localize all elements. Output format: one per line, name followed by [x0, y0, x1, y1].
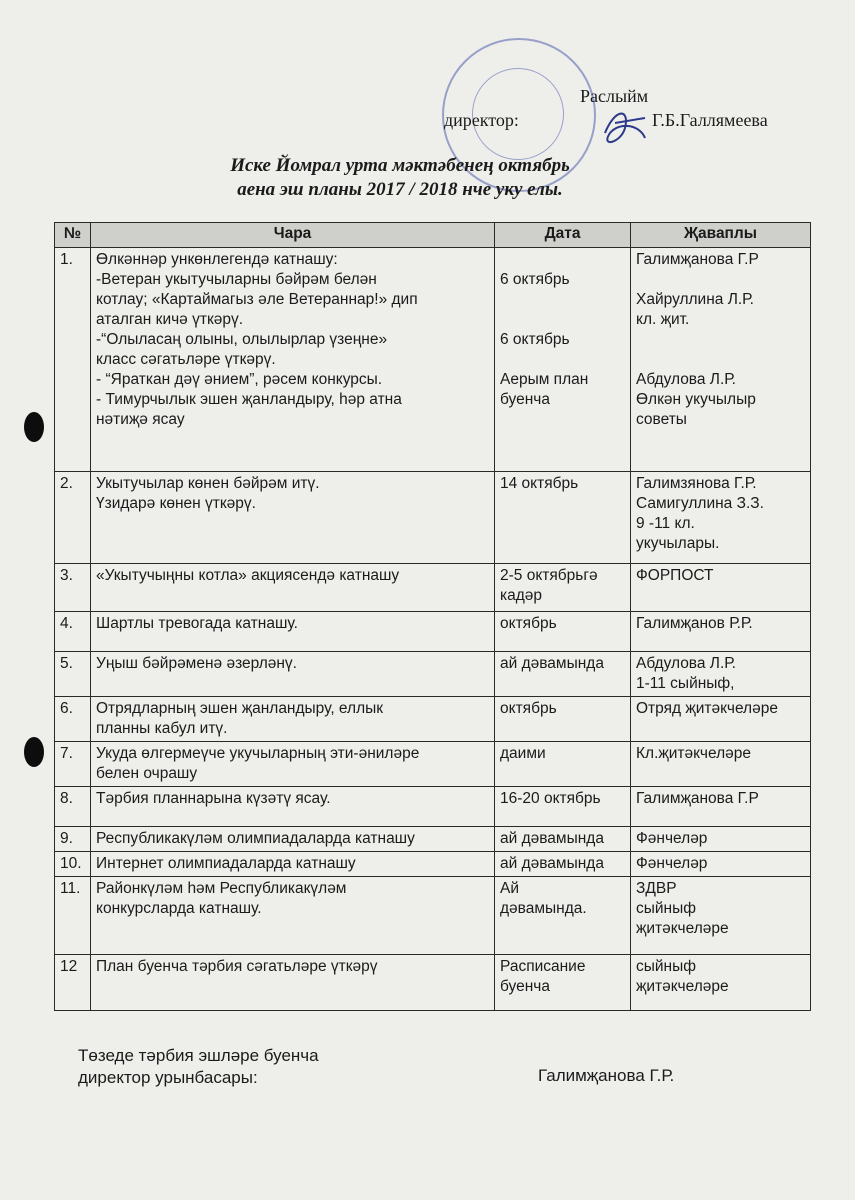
cell-num: 1.	[55, 248, 91, 472]
cell-num: 2.	[55, 472, 91, 564]
cell-line: Самигуллина З.З.	[636, 495, 764, 512]
footer-line-1: Төзеде тәрбия эшләре буенча	[78, 1046, 319, 1065]
cell-line: ай дәвамында	[500, 830, 604, 847]
cell-event	[91, 652, 495, 697]
cell-line: кл. җит.	[636, 311, 690, 328]
cell-line	[636, 330, 805, 350]
cell-line: 9 -11 кл.	[636, 515, 695, 532]
table-row	[55, 827, 811, 852]
cell-responsible	[631, 564, 811, 612]
cell-line: - Тимурчылык эшен җанландыру, һәр атна	[96, 391, 402, 408]
cell-line: Өлкән укучылыр	[636, 391, 756, 408]
cell-line: даими	[500, 745, 546, 762]
cell-date	[495, 877, 631, 955]
cell-responsible	[631, 697, 811, 742]
cell-date	[495, 612, 631, 652]
plan-table-body	[55, 248, 811, 1011]
table-row	[55, 787, 811, 827]
cell-responsible	[631, 955, 811, 1011]
cell-event	[91, 742, 495, 787]
cell-line: сыйныф	[636, 958, 697, 975]
cell-event	[91, 877, 495, 955]
cell-line: белен очрашу	[96, 765, 198, 782]
punch-hole-top	[24, 412, 44, 442]
cell-line: советы	[636, 411, 687, 428]
table-row	[55, 472, 811, 564]
cell-date	[495, 248, 631, 472]
cell-line: җитәкчеләре	[636, 978, 729, 995]
cell-line: 2-5 октябрьгә	[500, 567, 598, 584]
cell-date	[495, 652, 631, 697]
cell-date	[495, 955, 631, 1011]
cell-event	[91, 697, 495, 742]
cell-line: Ай	[500, 880, 519, 897]
table-row	[55, 742, 811, 787]
cell-line: Аерым план	[500, 371, 589, 388]
cell-responsible	[631, 787, 811, 827]
cell-event	[91, 955, 495, 1011]
cell-num: 3.	[55, 564, 91, 612]
cell-line: Отряд җитәкчеләре	[636, 700, 778, 717]
cell-line: Абдулова Л.Р.	[636, 655, 736, 672]
cell-line: Районкүләм һәм Республикакүләм	[96, 880, 347, 897]
title-line-1: Иске Йомрал урта мәктәбенең октябрь	[230, 155, 570, 176]
cell-line: Галимҗанова Г.Р	[636, 790, 759, 807]
cell-responsible	[631, 827, 811, 852]
cell-line: 16-20 октябрь	[500, 790, 601, 807]
cell-date	[495, 472, 631, 564]
cell-responsible	[631, 877, 811, 955]
cell-line: 14 октябрь	[500, 475, 579, 492]
header-date: Дата	[495, 223, 631, 248]
cell-line: ФОРПОСТ	[636, 567, 714, 584]
cell-line: кадәр	[500, 587, 543, 604]
cell-date	[495, 787, 631, 827]
cell-line: Тәрбия планнарына күзәтү ясау.	[96, 790, 331, 807]
cell-line	[500, 250, 625, 270]
cell-num: 7.	[55, 742, 91, 787]
cell-responsible	[631, 742, 811, 787]
header-num: №	[55, 223, 91, 248]
cell-line: 1-11 сыйныф,	[636, 675, 735, 692]
cell-line: Фәнчеләр	[636, 855, 708, 872]
cell-date	[495, 827, 631, 852]
cell-date	[495, 852, 631, 877]
cell-line: Отрядларның эшен җанландыру, еллык	[96, 700, 384, 717]
cell-line	[636, 350, 805, 370]
cell-date	[495, 742, 631, 787]
cell-responsible	[631, 852, 811, 877]
cell-line: Фәнчеләр	[636, 830, 708, 847]
cell-num: 6.	[55, 697, 91, 742]
cell-line: -Ветеран укытучыларны бәйрәм белән	[96, 271, 377, 288]
cell-line: ай дәвамында	[500, 655, 604, 672]
cell-line: - “Яраткан дәү әнием”, рәсем конкурсы.	[96, 371, 383, 388]
footer-line-2: директор урынбасары:	[78, 1068, 258, 1087]
cell-line: планны кабул итү.	[96, 720, 228, 737]
cell-responsible	[631, 652, 811, 697]
cell-line: Хайруллина Л.Р.	[636, 291, 754, 308]
table-row	[55, 955, 811, 1011]
cell-line	[500, 290, 625, 310]
cell-line: Галимзянова Г.Р.	[636, 475, 757, 492]
cell-line: дәвамында.	[500, 900, 587, 917]
table-row	[55, 877, 811, 955]
cell-line: Галимҗанов Р.Р.	[636, 615, 753, 632]
approve-label: Раслыйм	[580, 86, 649, 106]
plan-table	[54, 222, 811, 1011]
cell-event	[91, 612, 495, 652]
table-row	[55, 697, 811, 742]
cell-event	[91, 827, 495, 852]
cell-line: котлау; «Картаймагыз әле Ветераннар!» дип	[96, 291, 418, 308]
cell-line: Абдулова Л.Р.	[636, 371, 736, 388]
table-row	[55, 564, 811, 612]
cell-line: Галимҗанова Г.Р	[636, 251, 759, 268]
cell-event	[91, 472, 495, 564]
cell-line: Кл.җитәкчеләре	[636, 745, 751, 762]
cell-date	[495, 697, 631, 742]
director-label: директор:	[444, 110, 519, 130]
cell-line: октябрь	[500, 700, 557, 717]
cell-line: нәтиҗә ясау	[96, 411, 185, 428]
cell-line: Интернет олимпиадаларда катнашу	[96, 855, 356, 872]
cell-line: аталган кичә үткәрү.	[96, 311, 244, 328]
cell-line: Расписание	[500, 958, 586, 975]
cell-line: -“Олыласаң олыны, олылырлар үзеңне»	[96, 331, 388, 348]
cell-responsible	[631, 248, 811, 472]
cell-line: буенча	[500, 391, 550, 408]
director-name: Г.Б.Галлямеева	[652, 110, 768, 130]
cell-line	[636, 270, 805, 290]
cell-event	[91, 787, 495, 827]
cell-line: октябрь	[500, 615, 557, 632]
cell-line: буенча	[500, 978, 550, 995]
cell-line: сыйныф	[636, 900, 697, 917]
document-title	[150, 154, 650, 202]
cell-line: Өлкәннәр ункөнлегендә катнашу:	[96, 251, 338, 268]
table-header-row	[55, 223, 811, 248]
footer-name: Галимҗанова Г.Р.	[538, 1066, 675, 1085]
cell-line: «Укытучыңны котла» акциясендә катнашу	[96, 567, 400, 584]
cell-event	[91, 248, 495, 472]
header-event: Чара	[91, 223, 495, 248]
cell-num: 9.	[55, 827, 91, 852]
cell-line: ай дәвамында	[500, 855, 604, 872]
cell-line: 6 октябрь	[500, 271, 570, 288]
table-row	[55, 612, 811, 652]
cell-date	[495, 564, 631, 612]
cell-num: 11.	[55, 877, 91, 955]
header-responsible: Җаваплы	[631, 223, 811, 248]
cell-line	[500, 310, 625, 330]
cell-event	[91, 564, 495, 612]
cell-num: 8.	[55, 787, 91, 827]
cell-line: 6 октябрь	[500, 331, 570, 348]
table-row	[55, 852, 811, 877]
compiled-by	[78, 1045, 319, 1089]
cell-responsible	[631, 612, 811, 652]
table-row	[55, 652, 811, 697]
cell-num: 12	[55, 955, 91, 1011]
cell-line: Укуда өлгермеүче укучыларның эти-әниләре	[96, 745, 420, 762]
cell-num: 5.	[55, 652, 91, 697]
cell-line: Республикакүләм олимпиадаларда катнашу	[96, 830, 415, 847]
table-row	[55, 248, 811, 472]
cell-line: Үзидарә көнен үткәрү.	[96, 495, 256, 512]
cell-line: Уңыш бәйрәменә әзерләнү.	[96, 655, 297, 672]
cell-line: конкурсларда катнашу.	[96, 900, 262, 917]
cell-event	[91, 852, 495, 877]
cell-line: укучылары.	[636, 535, 720, 552]
cell-line: җитәкчеләре	[636, 920, 729, 937]
punch-hole-bottom	[24, 737, 44, 767]
cell-line: Шартлы тревогада катнашу.	[96, 615, 298, 632]
cell-line	[500, 350, 625, 370]
cell-line: Укытучылар көнен бәйрәм итү.	[96, 475, 320, 492]
cell-line: План буенча тәрбия сәгатьләре үткәрү	[96, 958, 378, 975]
title-line-2: аена эш планы 2017 / 2018 нче уку елы.	[237, 179, 563, 200]
cell-num: 4.	[55, 612, 91, 652]
cell-line: класс сәгатьләре үткәрү.	[96, 351, 276, 368]
cell-num: 10.	[55, 852, 91, 877]
cell-line: ЗДВР	[636, 880, 677, 897]
cell-responsible	[631, 472, 811, 564]
